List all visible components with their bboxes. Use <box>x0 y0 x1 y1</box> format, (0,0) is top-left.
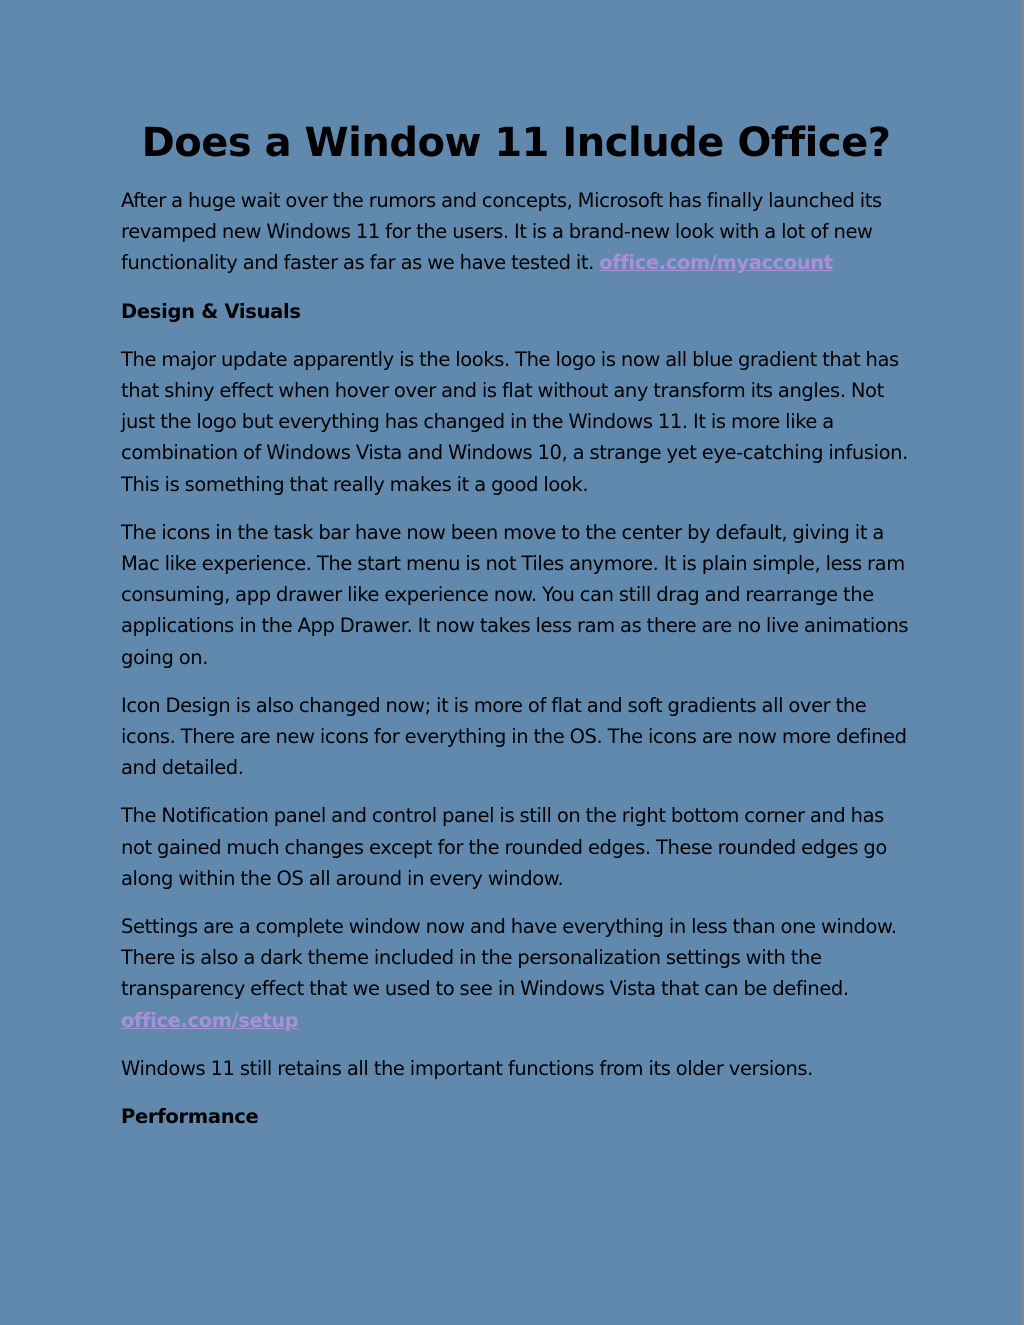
design-paragraph-taskbar: The icons in the task bar have now been move to the center by default, giving it a Mac like experience. The start menu is not Tiles anymore. It is plain simple, less ram consuming, app drawer like experience now. You can still drag and rearrange the applications in the App Drawer. It now takes less ram as there are no live animations going on. <box>121 520 909 669</box>
design-paragraph-logo: The major update apparently is the looks. The logo is now all blue gradient that has that shiny effect when hover over and is flat without any transform its angles. Not just the logo but everything has changed in the Windows 11. It is more like a combination of Windows Vista and Windows 10, a strange yet eye-catching infusion. This is something that really makes it a good look. <box>121 347 908 496</box>
settings-text: Settings are a complete window now and have everything in less than one window. There is also a dark theme included in the personalization settings with the transparency effect that we used to see in Windows Vista that can be defined. <box>121 915 897 1001</box>
intro-text: After a huge wait over the rumors and concepts, Microsoft has finally launched its revamped new Windows 11 for the users. It is a brand-new look with a lot of new functionality and faster as far as we have tested it. <box>121 189 882 275</box>
settings-paragraph <box>121 911 911 1036</box>
section-heading-performance: Performance <box>121 1105 259 1129</box>
section-heading-design: Design & Visuals <box>121 299 301 323</box>
intro-paragraph <box>121 185 911 279</box>
setup-link[interactable]: office.com/setup <box>121 1008 299 1032</box>
design-paragraph-icons: Icon Design is also changed now; it is more of flat and soft gradients all over the icons. There are new icons for everything in the OS. The icons are now more defined and detailed. <box>121 693 907 780</box>
myaccount-link[interactable]: office.com/myaccount <box>599 251 833 275</box>
closing-paragraph: Windows 11 still retains all the important functions from its older versions. <box>121 1056 813 1080</box>
document-body <box>121 118 911 1149</box>
page-title: Does a Window 11 Include Office? <box>141 120 891 166</box>
design-paragraph-notification: The Notification panel and control panel is still on the right bottom corner and has not gained much changes except for the rounded edges. These rounded edges go along within the OS all around in every window. <box>121 804 887 890</box>
